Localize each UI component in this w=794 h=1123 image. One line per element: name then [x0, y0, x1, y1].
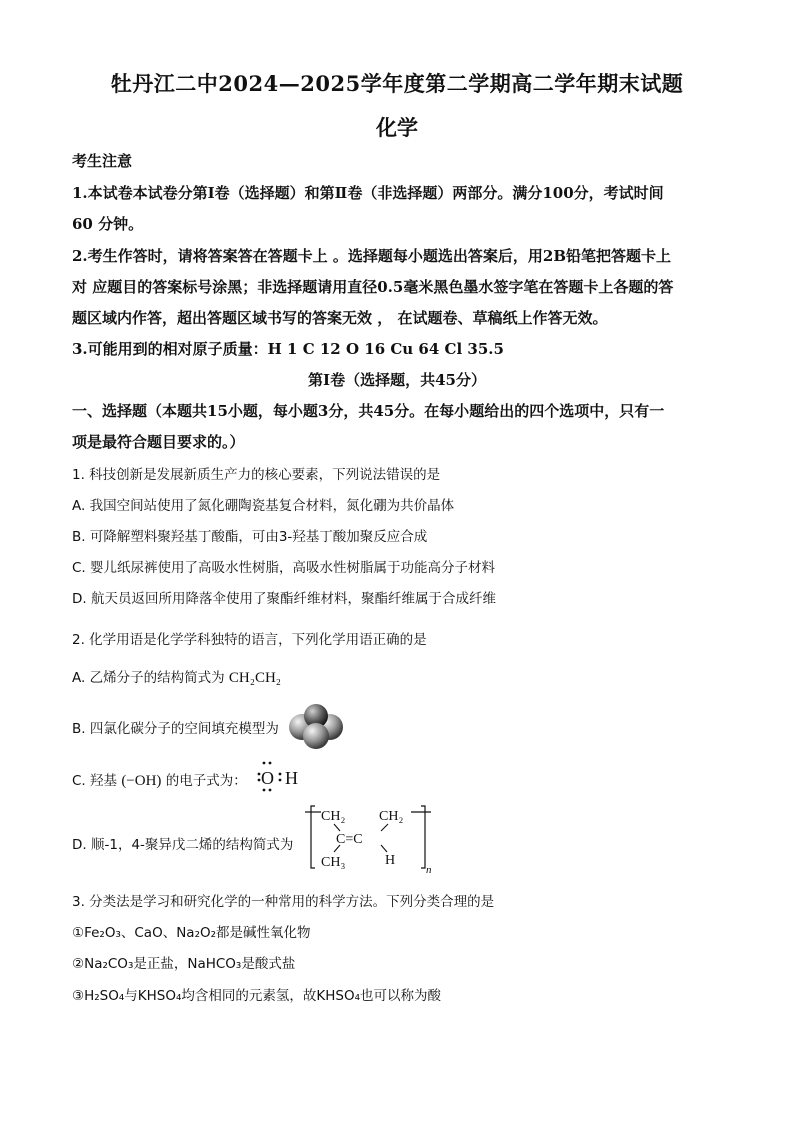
q3-item-2: ②Na₂CO₃是正盐，NaHCO₃是酸式盐 — [72, 956, 296, 972]
q3-item-3: ③H₂SO₄与KHSO₄均含相同的元素氢，故KHSO₄也可以称为酸 — [72, 988, 441, 1004]
q1-option-a: A. 我国空间站使用了氮化硼陶瓷基复合材料，氮化硼为共价晶体 — [72, 498, 455, 514]
struct-h: H — [385, 853, 396, 868]
dot-h: H — [285, 768, 298, 788]
q2-option-a-formula: CH₂CH₂ — [228, 670, 282, 686]
q3-item-1: ①Fe₂O₃、CaO、Na₂O₂都是碱性氧化物 — [72, 925, 311, 941]
q2-option-c-group: (−OH) — [121, 773, 162, 789]
q1-stem: 1. 科技创新是发展新质生产力的核心要素，下列说法错误的是 — [72, 467, 441, 483]
q1-option-d: D. 航天员返回所用降落伞使用了聚酯纤维材料，聚酯纤维属于合成纤维 — [72, 591, 496, 607]
part1-instruction-2: 项是最符合题目要求的。） — [72, 433, 245, 451]
notice-line-4: 对 应题目的答案标号涂黑；非选择题请用直径0.5毫米黑色墨水签字笔在答题卡上各题的答 — [72, 278, 674, 296]
struct-ch3: CH₃ — [321, 855, 346, 870]
polyisoprene-structure — [303, 800, 433, 874]
q2-stem: 2. 化学用语是化学学科独特的语言，下列化学用语正确的是 — [72, 632, 427, 648]
struct-double-bond: C=C — [336, 832, 363, 847]
notice-line-3: 2.考生作答时，请将答案答在答题卡上 。选择题每小题选出答案后，用2B铅笔把答题卡上 — [72, 247, 672, 265]
hydroxyl-electron-dot — [256, 758, 306, 794]
ccl4-space-filling-model — [287, 702, 345, 750]
struct-ch2-left: CH₂ — [321, 809, 346, 824]
q2-option-b: B. 四氯化碳分子的空间填充模型为 — [72, 721, 279, 737]
part1-instruction-1: 一、选择题（本题共15小题，每小题3分，共45分。在每小题给出的四个选项中，只有一 — [72, 402, 665, 420]
part1-heading: 第Ⅰ卷（选择题，共45分） — [308, 371, 486, 389]
struct-ch2-right: CH₂ — [379, 809, 404, 824]
q3-stem: 3. 分类法是学习和研究化学的一种常用的科学方法。下列分类合理的是 — [72, 894, 495, 910]
exam-title: 牡丹江二中2024—2025学年度第二学期高二学年期末试题 — [110, 71, 684, 96]
struct-n: n — [426, 864, 432, 874]
notice-line-5: 题区域内作答，超出答题区域书写的答案无效 ， 在试题卷、草稿纸上作答无效。 — [72, 309, 608, 327]
q2-option-c-tail: 的电子式为： — [165, 773, 247, 789]
exam-subject: 化学 — [376, 115, 418, 140]
notice-heading: 考生注意 — [72, 152, 133, 170]
q1-option-c: C. 婴儿纸尿裤使用了高吸水性树脂，高吸水性树脂属于功能高分子材料 — [72, 560, 496, 576]
notice-line-2: 60 分钟。 — [72, 215, 144, 233]
q2-option-a-text: A. 乙烯分子的结构简式为 — [72, 670, 225, 686]
q2-option-c — [72, 769, 247, 790]
notice-line-1: 1.本试卷本试卷分第Ⅰ卷（选择题）和第Ⅱ卷（非选择题）两部分。满分100分，考试时间 — [72, 184, 664, 202]
dot-o: O — [261, 768, 274, 788]
q2-option-d: D. 顺-1，4-聚异戊二烯的结构简式为 — [72, 837, 294, 853]
q1-option-b: B. 可降解塑料聚羟基丁酸酯，可由3-羟基丁酸加聚反应合成 — [72, 529, 428, 545]
q2-option-a — [72, 666, 281, 687]
q2-option-c-text: C. 羟基 — [72, 773, 118, 789]
notice-line-6: 3.可能用到的相对原子质量：H 1 C 12 O 16 Cu 64 Cl 35.5 — [72, 340, 504, 358]
